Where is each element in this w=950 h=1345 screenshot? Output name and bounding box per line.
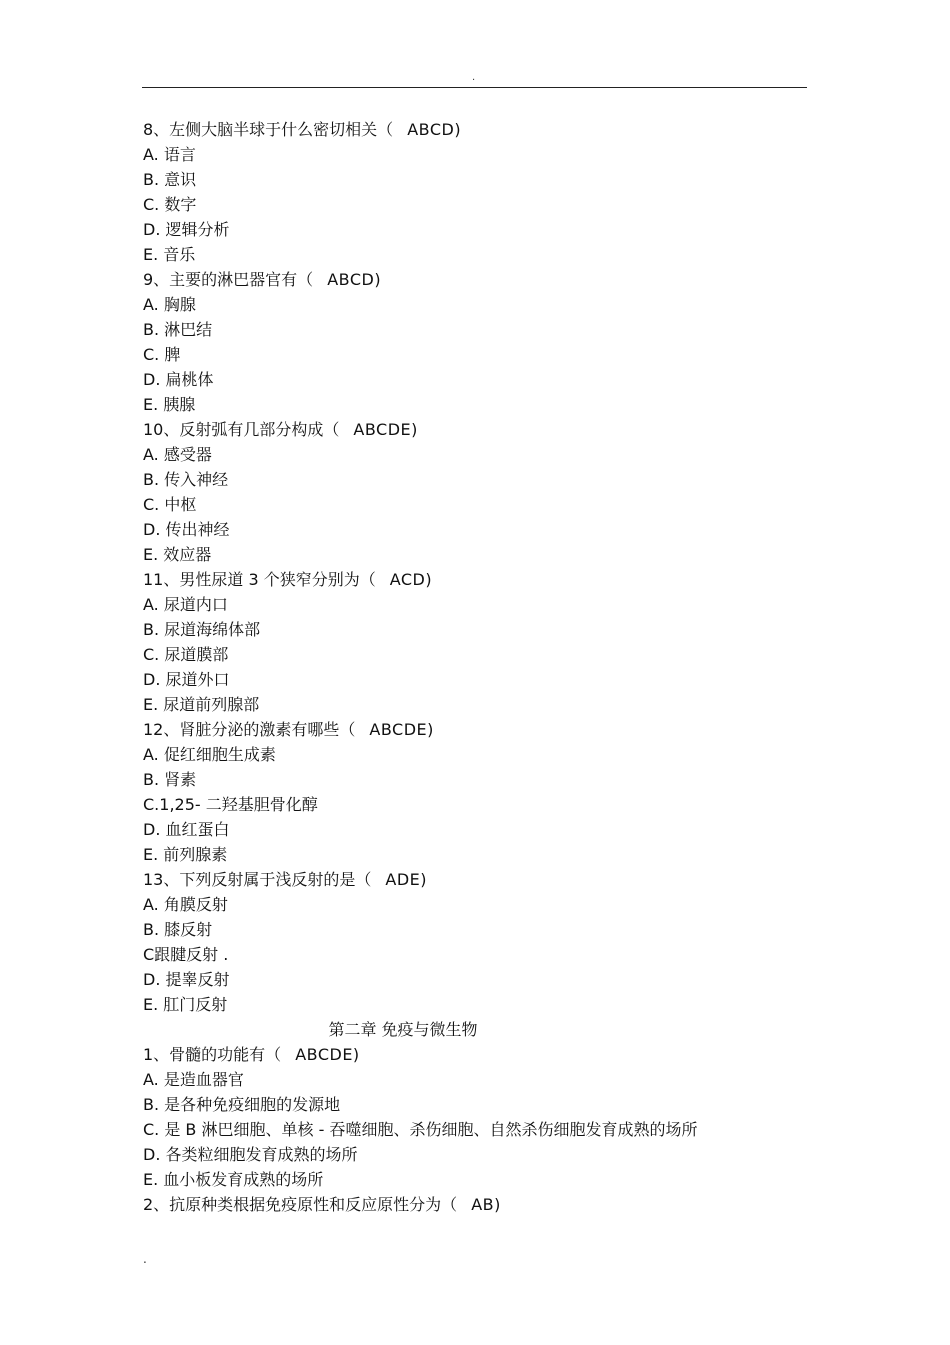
- option-line: [143, 367, 823, 392]
- option-line: [143, 442, 823, 467]
- line-text: E. 尿道前列腺部: [143, 695, 260, 714]
- option-line: [143, 167, 823, 192]
- answer-key: ABCDE): [295, 1045, 360, 1064]
- answer-key: ABCD): [327, 270, 382, 289]
- option-line: [143, 767, 823, 792]
- option-line: [143, 642, 823, 667]
- line-text: 13、下列反射属于浅反射的是（: [143, 870, 372, 889]
- line-text: B. 是各种免疫细胞的发源地: [143, 1095, 341, 1114]
- answer-key: ABCDE): [369, 720, 434, 739]
- line-text: E. 前列腺素: [143, 845, 228, 864]
- option-line: [143, 467, 823, 492]
- option-line: [143, 342, 823, 367]
- line-text: A. 语言: [143, 145, 196, 164]
- option-line: [143, 617, 823, 642]
- option-line: [143, 217, 823, 242]
- option-line: [143, 667, 823, 692]
- line-text: 9、主要的淋巴器官有（: [143, 270, 314, 289]
- line-text: D. 各类粒细胞发育成熟的场所: [143, 1145, 358, 1164]
- chapter-heading: [143, 1017, 663, 1042]
- line-text: B. 肾素: [143, 770, 197, 789]
- line-text: D. 逻辑分析: [143, 220, 230, 239]
- line-text: A. 促红细胞生成素: [143, 745, 276, 764]
- option-line: [143, 492, 823, 517]
- answer-key: ADE): [385, 870, 427, 889]
- answer-key: ABCD): [407, 120, 462, 139]
- option-line: [143, 967, 823, 992]
- option-line: [143, 742, 823, 767]
- option-line: [143, 142, 823, 167]
- line-text: C. 脾: [143, 345, 181, 364]
- line-text: 8、左侧大脑半球于什么密切相关（: [143, 120, 394, 139]
- document-body: [143, 117, 823, 1217]
- option-line: [143, 892, 823, 917]
- option-line: [143, 1117, 823, 1142]
- option-line: [143, 592, 823, 617]
- option-line: [143, 1092, 823, 1117]
- line-text: A. 胸腺: [143, 295, 196, 314]
- line-text: B. 传入神经: [143, 470, 229, 489]
- answer-key: AB): [471, 1195, 501, 1214]
- option-line: [143, 542, 823, 567]
- question-line: [143, 417, 823, 442]
- line-text: E. 胰腺: [143, 395, 196, 414]
- option-line: [143, 917, 823, 942]
- line-text: B. 膝反射: [143, 920, 213, 939]
- line-text: 10、反射弧有几部分构成（: [143, 420, 340, 439]
- question-line: [143, 1192, 823, 1217]
- question-line: [143, 267, 823, 292]
- option-line: [143, 1167, 823, 1192]
- line-text: 第二章 免疫与微生物: [328, 1020, 478, 1039]
- line-text: 2、抗原种类根据免疫原性和反应原性分为（: [143, 1195, 458, 1214]
- line-text: B. 淋巴结: [143, 320, 213, 339]
- line-text: 11、男性尿道 3 个狭窄分别为（: [143, 570, 376, 589]
- option-line: [143, 517, 823, 542]
- line-text: D. 扁桃体: [143, 370, 214, 389]
- option-line: [143, 292, 823, 317]
- option-line: [143, 1142, 823, 1167]
- line-text: 12、肾脏分泌的激素有哪些（: [143, 720, 356, 739]
- option-line: [143, 817, 823, 842]
- option-line: [143, 842, 823, 867]
- header-mark: .: [472, 72, 476, 83]
- question-line: [143, 117, 823, 142]
- option-line: [143, 992, 823, 1017]
- line-text: E. 血小板发育成熟的场所: [143, 1170, 324, 1189]
- line-text: D. 血红蛋白: [143, 820, 230, 839]
- line-text: E. 效应器: [143, 545, 212, 564]
- answer-key: ABCDE): [353, 420, 418, 439]
- header-rule: [142, 87, 807, 88]
- line-text: A. 感受器: [143, 445, 212, 464]
- answer-key: ACD): [389, 570, 433, 589]
- line-text: C跟腱反射 .: [143, 945, 229, 964]
- line-text: 1、骨髓的功能有（: [143, 1045, 282, 1064]
- option-line: [143, 1067, 823, 1092]
- option-line: [143, 317, 823, 342]
- footer-mark: .: [143, 1252, 147, 1266]
- option-line: [143, 692, 823, 717]
- line-text: C. 中枢: [143, 495, 197, 514]
- line-text: C.1,25- 二羟基胆骨化醇: [143, 795, 318, 814]
- line-text: D. 提睾反射: [143, 970, 230, 989]
- question-line: [143, 867, 823, 892]
- question-line: [143, 1042, 823, 1067]
- line-text: D. 传出神经: [143, 520, 230, 539]
- option-line: [143, 242, 823, 267]
- line-text: A. 角膜反射: [143, 895, 228, 914]
- line-text: E. 音乐: [143, 245, 196, 264]
- option-line: [143, 392, 823, 417]
- line-text: C. 数字: [143, 195, 197, 214]
- line-text: C. 尿道膜部: [143, 645, 229, 664]
- line-text: D. 尿道外口: [143, 670, 230, 689]
- question-line: [143, 567, 823, 592]
- line-text: B. 意识: [143, 170, 197, 189]
- question-line: [143, 717, 823, 742]
- option-line: [143, 792, 823, 817]
- line-text: A. 是造血器官: [143, 1070, 244, 1089]
- option-line: [143, 192, 823, 217]
- line-text: A. 尿道内口: [143, 595, 228, 614]
- line-text: B. 尿道海绵体部: [143, 620, 261, 639]
- line-text: E. 肛门反射: [143, 995, 228, 1014]
- line-text: C. 是 B 淋巴细胞、单核 - 吞噬细胞、杀伤细胞、自然杀伤细胞发育成熟的场所: [143, 1120, 698, 1139]
- option-line: [143, 942, 823, 967]
